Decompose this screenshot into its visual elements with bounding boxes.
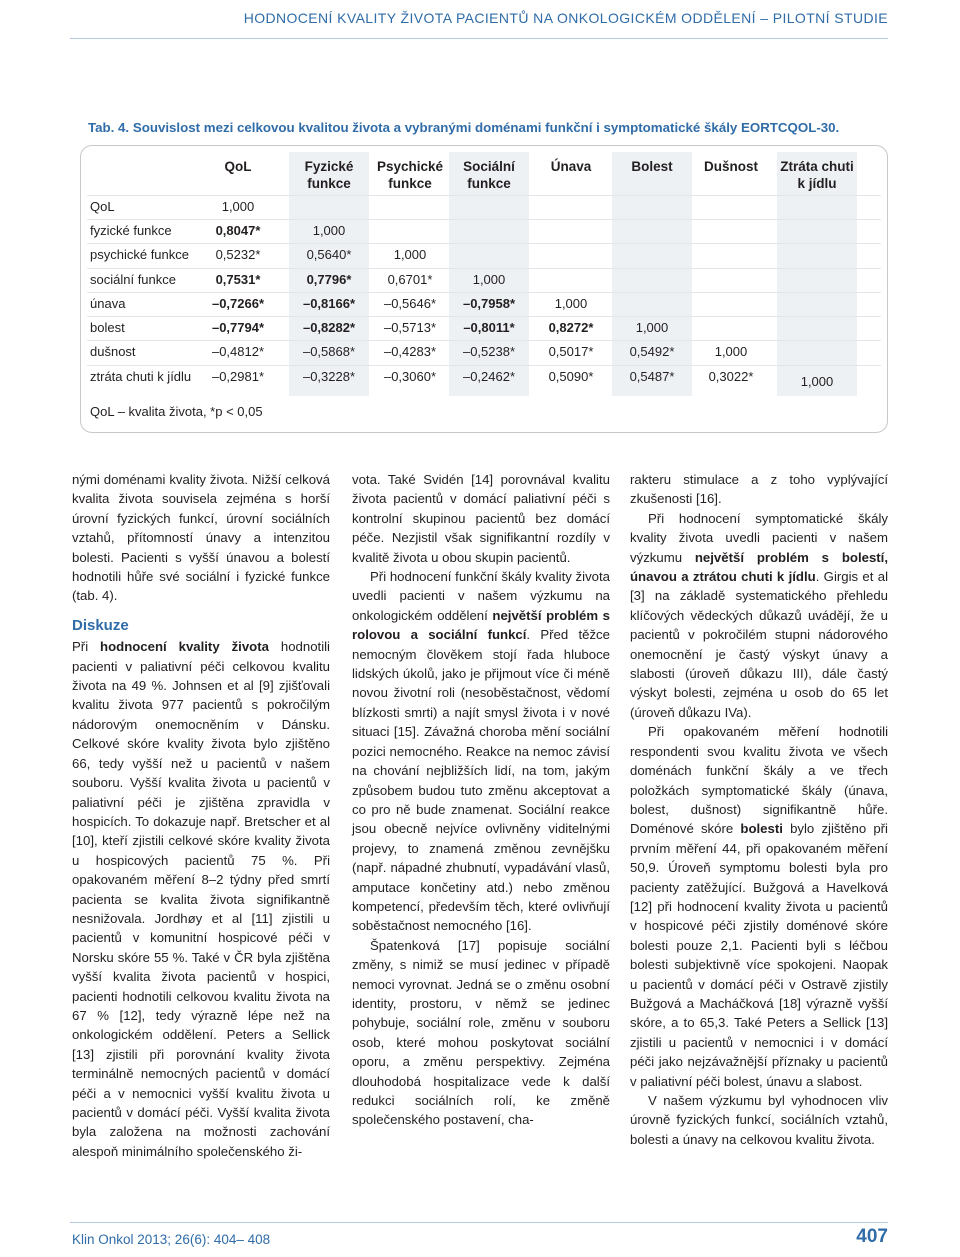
table-cell: –0,8166*	[302, 296, 356, 311]
table-cell: 0,6701*	[387, 272, 433, 287]
table-cell: 0,5487*	[629, 369, 675, 384]
paragraph: Špatenková [17] popisuje sociální změny, s nimiž se musí jedinec v případě nemoci vyrovnat. Jedná se o změnu osobní identity, prostoru, v němž se jedinec pohybuje, sociální role, změnu v souboru osob, které mohou poskytovat sociální oporu, a změnu perspektivy. Zejména dlouhodobá hospitalizace vede k další redukci sociálních rolí, ke změně společenského postavení, cha-	[352, 937, 610, 1128]
paragraph: Při hodnocení kvality života hodnotili pacienti v paliativní péči celkovou kvalitu života na 49 %. Johnsen et al [9] zjišťovali kvalitu života 977 pacientů s pokročilým nádorovým onemocněním v Dánsku. Celkové skóre kvality života bylo zjištěno 66, tedy vyšší než u pacientů v našem souboru. Vyšší kvalita života u pacientů v paliativní péči je zjištěna zpravidla v hospicích. To dokazuje např. Bretscher et al [10], kteří zjistili celkové skóre kvality života u hospicových pacientů 75 %. Při opakovaném měření 8–2 týdny před smrtí pacienta se kvalita života signifikantně nesnižovala. Jordhøy et al [11] zjistili u pacientů v komunitní hospicové péči v Norsku skóre 55 %. Také v ČR byla zjištěna vyšší kvalita života pacientů v hospici, pacienti hodnotili celkovou kvalitu života na 67 % [12], tedy výrazně lépe než na onkologickém oddělení. Peters a Sellick [13] zjistili při porovnání kvality života terminálně nemocných pacientů v domácí péči a v nemocnici vyšší kvalitu života u pacientů v domácí péči. Vyšší kvalita života byla založena na možnosti zachování alespoň minimálního společenského ži-	[72, 639, 330, 1159]
page-number: 407	[856, 1226, 888, 1247]
table-cell: 0,7796*	[306, 272, 352, 287]
table-cell: 1,000	[800, 374, 834, 389]
paragraph: Při hodnocení symptomatické škály kvality života uvedli pacienti v našem výzkumu největší problém s bolestí, únavou a ztrátou chuti k jídlu. Girgis et al [3] na základě systematického přehledu klíčových vědeckých důkazů uvádějí, že u pacientů v pokročilém stupni nádorového onemocnění je častý výskyt únavy a slabosti (úroveň důkazu III), dále častý výskyt bolesti, zejména u osob do 65 let (úroveň důkazu IVa).	[630, 510, 889, 720]
row-label: QoL	[90, 199, 115, 214]
column-header: Bolest	[631, 159, 673, 174]
column-header: QoL	[224, 159, 252, 174]
table-cell: 0,5640*	[306, 247, 352, 262]
table-cell: –0,5646*	[383, 296, 437, 311]
column-header: Psychické funkce	[376, 159, 444, 191]
table-cell: –0,7958*	[462, 296, 516, 311]
running-header: HODNOCENÍ KVALITY ŽIVOTA PACIENTŮ NA ONKOLOGICKÉM ODDĚLENÍ – PILOTNÍ STUDIE	[243, 10, 888, 26]
section-heading: Diskuze	[72, 616, 129, 634]
table-cell: –0,5238*	[462, 344, 516, 359]
text-column-1	[72, 470, 330, 1161]
table-cell: –0,7266*	[211, 296, 265, 311]
table-cell: –0,3228*	[302, 369, 356, 384]
table-cell: 0,8272*	[548, 320, 594, 335]
table-cell: 1,000	[714, 344, 748, 359]
table-cell: –0,7794*	[211, 320, 265, 335]
table-cell: 1,000	[393, 247, 427, 262]
table-cell: 0,3022*	[708, 369, 754, 384]
table-cell: –0,5868*	[302, 344, 356, 359]
row-label: ztráta chuti k jídlu	[90, 369, 192, 384]
column-header: Únava	[550, 159, 592, 174]
table-cell: –0,5713*	[383, 320, 437, 335]
table-cell: –0,4283*	[383, 344, 437, 359]
row-divider	[87, 292, 881, 293]
table-cell: –0,3060*	[383, 369, 437, 384]
paragraph: nými doménami kvality života. Nižší celková kvalita života souvisela zejména s horší úrovní fyzických funkcí, úrovní sociálních vztahů, přítomností únavy a intenzitou bolesti. Pacienti s vyšší únavou a bolestí hodnotili hůře své sociální i fyzické funkce (tab. 4).	[72, 472, 330, 604]
column-shading	[612, 152, 692, 396]
row-label: dušnost	[90, 344, 136, 359]
table-cell: 1,000	[312, 223, 346, 238]
table-cell: –0,2981*	[211, 369, 265, 384]
text-column-3	[630, 470, 888, 1149]
row-divider	[87, 340, 881, 341]
row-divider	[87, 219, 881, 220]
row-divider	[87, 195, 881, 196]
journal-citation: Klin Onkol 2013; 26(6): 404– 408	[72, 1232, 271, 1247]
footer-rule	[70, 1222, 888, 1223]
column-header: Ztráta chuti k jídlu	[780, 159, 854, 191]
table-cell: 1,000	[554, 296, 588, 311]
table-cell: –0,8282*	[302, 320, 356, 335]
column-header: Sociální funkce	[463, 159, 515, 191]
table-cell: –0,2462*	[462, 369, 516, 384]
paragraph: Při hodnocení funkční škály kvality života uvedli pacienti v našem výzkumu na onkologickém oddělení největší problém s rolovou a sociální funkcí. Před těžce nemocným člověkem stojí řada hluboce lidských úkolů, jako je přijmout více či méně novou životní roli (nesoběstačnost, vědomí blízkosti smrti) a najít smysl života i v nové situaci [15]. Závažná choroba mění sociální pozici nemocného. Reakce na nemoc závisí na chování nejbližších lidí, na tom, jakým způsobem budou tuto změnu akceptovat a co pro ně bude znamenat. Sociální reakce jsou obecně nejvíce ovlivněny viditelnými projevy, to znamená změnou zevnějšku (např. nápadné zhubnutí, vypadávání vlasů, amputace končetiny atd.) nebo změnou kompetencí, především těch, které ovlivňují soběstačnost nemocného [16].	[352, 569, 611, 934]
row-divider	[87, 365, 881, 366]
table-cell: –0,4812*	[211, 344, 265, 359]
paragraph: vota. Také Svidén [14] porovnával kvalitu života pacientů v domácí paliativní péči s kontrolní skupinou pacientů bez domácí péče. Nezjistil však signifikantní rozdíly v kvalitě života u obou skupin pacientů.	[352, 472, 610, 565]
table-cell: 1,000	[221, 199, 255, 214]
row-divider	[87, 316, 881, 317]
row-label: bolest	[90, 320, 125, 335]
header-rule	[70, 38, 888, 39]
text-column-2	[352, 470, 610, 1130]
row-label: psychické funkce	[90, 247, 189, 262]
row-divider	[87, 268, 881, 269]
table-cell: 0,5232*	[215, 247, 261, 262]
paragraph: Při opakovaném měření hodnotili respondenti svou kvalitu života ve všech doménách funkční škály a ve třech položkách symptomatické škály (únava, bolest, dušnost) signifikantně hůře. Doménové skóre bolesti bylo zjištěno při prvním měření 44, při opakovaném měření 50,9. Úroveň symptomu bolesti byla pro pacienty zatěžující. Bužgová a Havelková [12] při hodnocení kvality života u pacientů v hospicové péči zjistily doménové skóre bolesti pouze 2,1. Pacienti byli s léčbou bolesti subjektivně více spokojeni. Naopak u pacientů v domácí péči v Ostravě zjistily Bužgová a Macháčková [18] výrazně vyšší skóre, a to 65,3. Také Peters a Sellick [13] zjistili u pacientů v nemocnici i v domácí péči jako nejzávažnější příznaky u pacientů v paliativní péči bolest, únavu a slabost.	[630, 724, 888, 1089]
table-cell: 0,5017*	[548, 344, 594, 359]
table-cell: 1,000	[635, 320, 669, 335]
table-cell: 0,7531*	[215, 272, 261, 287]
correlation-table	[80, 145, 888, 433]
row-label: fyzické funkce	[90, 223, 172, 238]
table-footnote: QoL – kvalita života, *p < 0,05	[90, 404, 263, 419]
paragraph: rakteru stimulace a z toho vyplývající zkušenosti [16].	[630, 472, 888, 507]
column-header: Fyzické funkce	[304, 159, 354, 191]
paragraph: V našem výzkumu byl vyhodnocen vliv úrovně fyzických funkcí, sociálních vztahů, bolesti a únavy na celkovou kvalitu života.	[630, 1093, 888, 1147]
column-header: Dušnost	[704, 159, 758, 174]
table-cell: 0,5090*	[548, 369, 594, 384]
table-cell: 0,8047*	[215, 223, 261, 238]
table-caption: Tab. 4. Souvislost mezi celkovou kvalitou života a vybranými doménami funkční i symptomatické škály EORTCQOL-30.	[88, 120, 840, 135]
table-cell: –0,8011*	[463, 320, 515, 335]
table-cell: 0,5492*	[629, 344, 675, 359]
row-label: sociální funkce	[90, 272, 176, 287]
row-divider	[87, 243, 881, 244]
table-cell: 1,000	[472, 272, 506, 287]
row-label: únava	[90, 296, 126, 311]
